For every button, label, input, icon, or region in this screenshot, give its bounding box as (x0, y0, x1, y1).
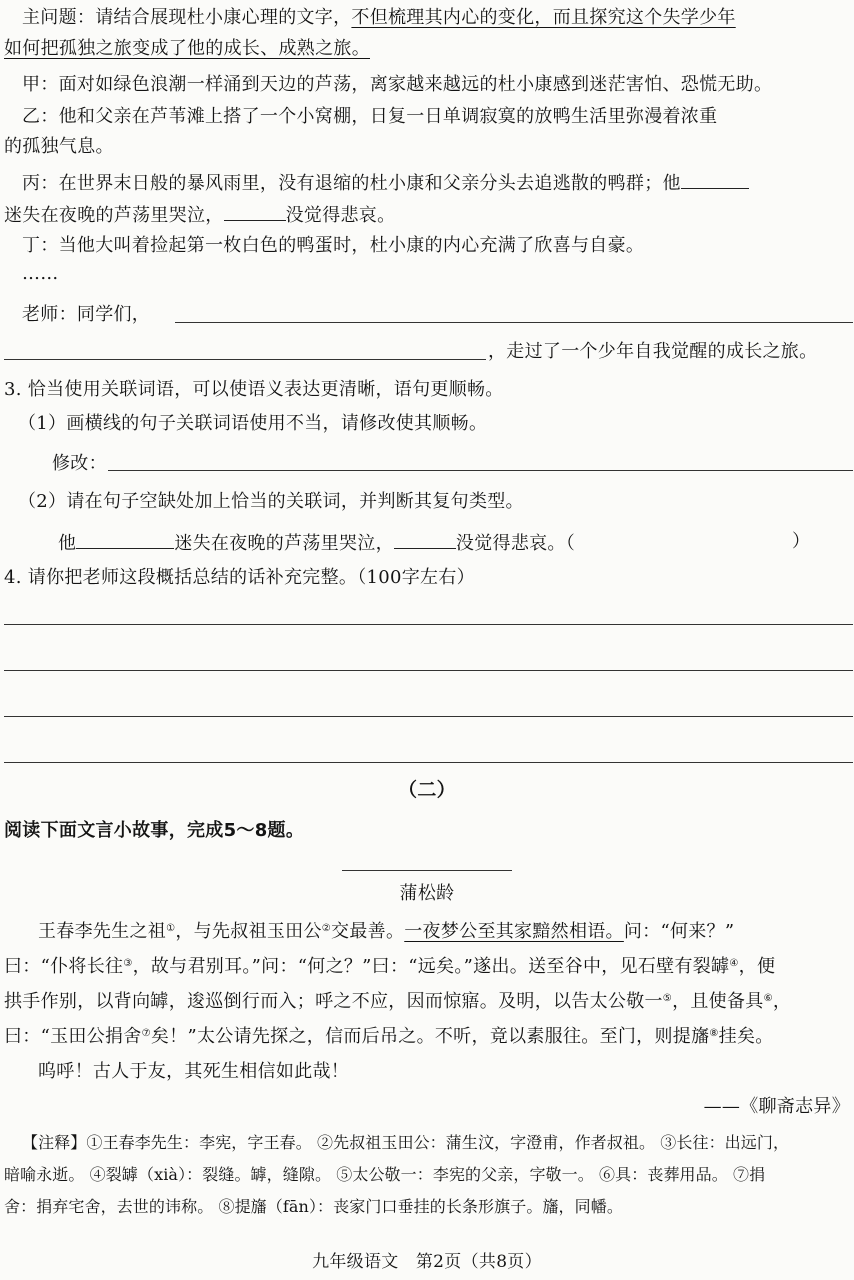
teacher-tail: ，走过了一个少年自我觉醒的成长之旅。 (488, 341, 818, 362)
notes-line-1: 【注释】①王春李先生：李宪，字王春。 ②先叔祖玉田公：蒲生汶，字澄甫，作者叔祖。 ③长往：出远门， (22, 1133, 790, 1152)
answer-line-2[interactable] (4, 670, 853, 671)
section-2-instruction: 阅读下面文言小故事，完成5～8题。 (4, 820, 305, 841)
main-question-line2: 如何把孤独之旅变成了他的成长、成熟之旅。 (4, 38, 370, 59)
story-line-2: 曰：“仆将长往③，故与君别耳。”问：“何之？”曰：“远矣。”遂出。送至谷中，见石壁有裂罅④，便 (4, 956, 776, 977)
blank-q3-1[interactable] (76, 530, 174, 549)
page-footer: 九年级语文 第2页（共8页） (312, 1252, 542, 1272)
question-3-sub2: （2）请在句子空缺处加上恰当的关联词，并判断其复句类型。 (18, 491, 524, 512)
answer-line-4[interactable] (4, 762, 853, 763)
story-line-5: 呜呼！古人于友，其死生相信如此哉！ (38, 1061, 350, 1082)
blank-q3-2[interactable] (394, 530, 456, 549)
blank-bing-1[interactable] (681, 170, 749, 189)
notes-line-3: 舍：捐弃宅舍，去世的讳称。 ⑧提旛（fān）：丧家门口垂挂的长条形旗子。旛，同幡。 (4, 1197, 623, 1216)
answer-line-1[interactable] (4, 624, 853, 625)
title-blank-line[interactable] (342, 870, 512, 871)
answer-line-3[interactable] (4, 716, 853, 717)
story-line-4: 曰：“玉田公捐舍⑦矣！”太公请先探之，信而后吊之。不听，竟以素服往。至门，则提旛⑧挂矣。 (4, 1026, 774, 1047)
story-line-3: 拱手作别，以背向罅，逡巡倒行而入；呼之不应，因而惊寤。及明，以告太公敬一⑤，且使备具⑥， (4, 991, 792, 1012)
student-yi-line1: 乙：他和父亲在芦苇滩上搭了一个小窝棚，日复一日单调寂寞的放鸭生活里弥漫着浓重 (22, 106, 718, 127)
revise-answer-line[interactable] (108, 470, 853, 471)
story-line-1: 王春李先生之祖①，与先叔祖玉田公②交最善。一夜梦公至其家黯然相语。问：“何来？” (38, 921, 735, 942)
teacher-label: 老师：同学们， (22, 304, 151, 325)
teacher-answer-line-1[interactable] (175, 322, 853, 323)
revise-label: 修改： (52, 453, 107, 474)
section-2-heading: （二） (398, 779, 456, 801)
blank-bing-2[interactable] (224, 202, 286, 221)
student-jia: 甲：面对如绿色浪潮一样涌到天边的芦荡，离家越来越远的杜小康感到迷茫害怕、恐慌无助。 (22, 74, 773, 95)
question-3-title: 3. 恰当使用关联词语，可以使语义表达更清晰，语句更顺畅。 (4, 379, 504, 400)
ellipsis: …… (22, 263, 59, 284)
main-question-line1: 主问题：请结合展现杜小康心理的文字，不但梳理其内心的变化，而且探究这个失学少年 (22, 7, 736, 28)
student-ding: 丁：当他大叫着捡起第一枚白色的鸭蛋时，杜小康的内心充满了欣喜与自豪。 (22, 235, 645, 256)
question-3-bracket-close: ） (792, 531, 811, 552)
question-3-fill-sentence: 他 迷失在夜晚的芦荡里哭泣， 没觉得悲哀。（ (58, 530, 575, 556)
student-bing-line1: 丙：在世界末日般的暴风雨里，没有退缩的杜小康和父亲分头去追逃散的鸭群；他 (22, 170, 749, 196)
question-4-title: 4. 请你把老师这段概括总结的话补充完整。（100字左右） (4, 567, 475, 588)
notes-line-2: 暗喻永逝。 ④裂罅（xià）：裂缝。罅，缝隙。 ⑤太公敬一：李宪的父亲，字敬一。 ⑥具：丧葬用品。 ⑦捐 (4, 1165, 766, 1184)
student-bing-line2: 迷失在夜晚的芦荡里哭泣， 没觉得悲哀。 (4, 202, 395, 228)
story-underlined-sentence: 一夜梦公至其家黯然相语。 (404, 921, 624, 942)
question-3-sub1: （1）画横线的句子关联词语使用不当，请修改使其顺畅。 (18, 413, 488, 434)
story-author: 蒲松龄 (399, 883, 455, 904)
story-source: ——《聊斋志异》 (703, 1096, 850, 1117)
student-yi-line2: 的孤独气息。 (4, 136, 114, 157)
teacher-answer-line-2[interactable] (4, 359, 486, 360)
